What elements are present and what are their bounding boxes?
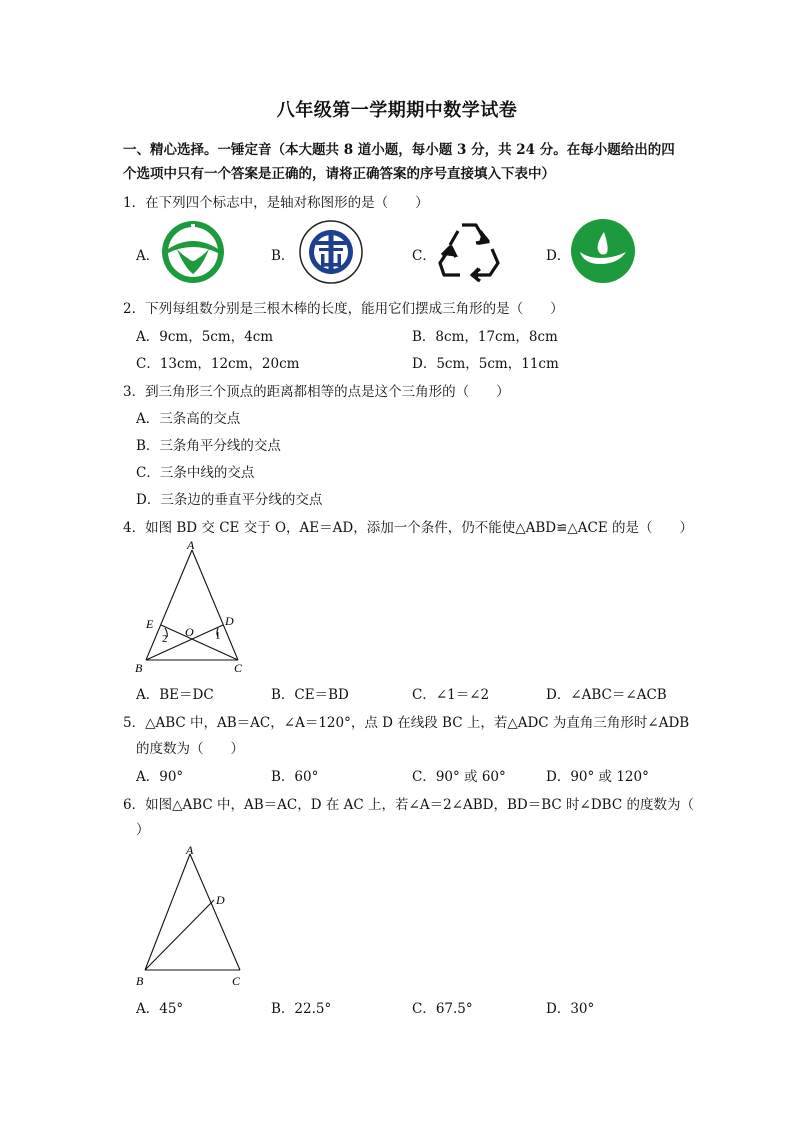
q2-option-a: A．9cm，5cm，4cm (136, 329, 274, 345)
q2-option-d: D．5cm，5cm，11cm (412, 356, 559, 372)
q4-label-c: C (234, 661, 243, 675)
q4-option-b: B．CE＝BD (271, 687, 349, 703)
q5-option-a: A．90° (136, 769, 184, 785)
q1-option-c-label: C． (412, 248, 436, 264)
water-drop-logo-icon (570, 218, 636, 284)
section-instructions-line1: 一、精心选择。一锤定音（本大题共 8 道小题，每小题 3 分，共 24 分。在每小题给出的四 (123, 142, 675, 158)
q2-option-c: C．13cm，12cm，20cm (136, 356, 300, 372)
q4-option-a: A．BE＝DC (136, 687, 214, 703)
section-instructions-line2: 个选项中只有一个答案是正确的，请将正确答案的序号直接填入下表中） (123, 166, 555, 182)
q6-option-d: D．30° (546, 1001, 595, 1017)
question-1-stem: 1．在下列四个标志中，是轴对称图形的是（ ） (123, 195, 429, 211)
q1-option-b-label: B． (271, 248, 295, 264)
question-6-stem-line2: ） (136, 822, 150, 838)
q6-option-b: B．22.5° (271, 1001, 332, 1017)
q6-label-b: B (136, 974, 144, 988)
circle-emblem-logo-icon (297, 219, 365, 285)
q5-option-c: C．90° 或 60° (412, 769, 506, 785)
q6-option-a: A．45° (136, 1001, 184, 1017)
q1-option-a-label: A． (136, 248, 160, 264)
question-3-stem: 3．到三角形三个顶点的距离都相等的点是这个三角形的（ ） (123, 384, 510, 400)
q1-option-d-label: D． (546, 248, 571, 264)
question-6-stem-line1: 6．如图△ABC 中，AB＝AC，D 在 AC 上，若∠A＝2∠ABD，BD＝BC 时∠DBC 的度数为（ (123, 797, 694, 813)
q4-label-o: O (185, 625, 194, 639)
question-4-stem: 4．如图 BD 交 CE 交于 O，AE＝AD，添加一个条件，仍不能使△ABD≌△ACE 的是（ ） (123, 520, 694, 536)
q3-option-c: C．三条中线的交点 (136, 465, 255, 481)
q6-triangle-figure (130, 840, 255, 990)
question-2-stem: 2．下列每组数分别是三根木棒的长度，能用它们摆成三角形的是（ ） (123, 301, 564, 317)
q4-option-c: C．∠1＝∠2 (412, 687, 490, 703)
q4-angle-2-label: 2 (162, 633, 168, 645)
q4-triangle-figure (130, 538, 255, 678)
q5-option-d: D．90° 或 120° (546, 769, 649, 785)
q4-label-d: D (225, 614, 234, 628)
q6-label-d: D (216, 893, 225, 907)
page-title: 八年级第一学期期中数学试卷 (276, 100, 518, 121)
question-5-stem-line2: 的度数为（ ） (136, 741, 244, 757)
q4-label-e: E (146, 617, 154, 631)
recycle-logo-icon (436, 219, 502, 283)
q4-option-d: D．∠ABC＝∠ACB (546, 687, 667, 703)
green-food-logo-icon (160, 219, 226, 285)
q2-option-b: B．8cm，17cm，8cm (412, 329, 558, 345)
q5-option-b: B．60° (271, 769, 319, 785)
q3-option-d: D．三条边的垂直平分线的交点 (136, 492, 323, 508)
q6-label-c: C (232, 974, 241, 988)
q4-label-a: A (187, 538, 195, 552)
q3-option-b: B．三条角平分线的交点 (136, 438, 281, 454)
q6-label-a: A (186, 843, 194, 857)
q4-angle-1-label: 1 (215, 630, 221, 642)
question-5-stem-line1: 5．△ABC 中，AB＝AC，∠A＝120°，点 D 在线段 BC 上，若△ADC 为直角三角形时∠ADB (123, 715, 690, 731)
q6-option-c: C．67.5° (412, 1001, 473, 1017)
q4-label-b: B (135, 661, 143, 675)
q3-option-a: A．三条高的交点 (136, 411, 241, 427)
